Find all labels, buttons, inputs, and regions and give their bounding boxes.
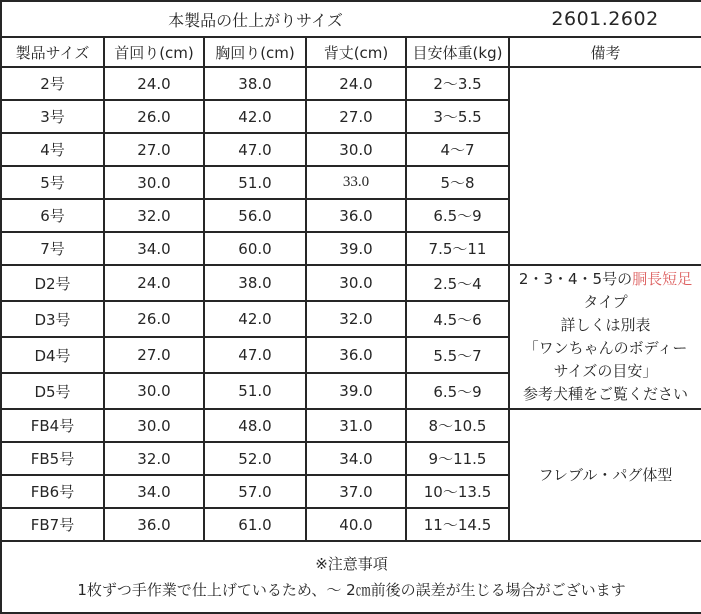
neck-cell: 30.0 xyxy=(104,373,204,409)
chest-cell: 51.0 xyxy=(204,166,306,199)
chest-cell: 51.0 xyxy=(204,373,306,409)
chest-cell: 47.0 xyxy=(204,133,306,166)
back-cell: 27.0 xyxy=(306,100,406,133)
remark-line xyxy=(514,291,697,314)
weight-cell: 2～3.5 xyxy=(406,67,509,100)
neck-cell: 36.0 xyxy=(104,508,204,541)
remark-line xyxy=(514,314,697,337)
chest-cell: 60.0 xyxy=(204,232,306,265)
remark-line xyxy=(514,383,697,406)
size-cell: FB7号 xyxy=(1,508,104,541)
remark-line xyxy=(514,464,697,487)
neck-cell: 32.0 xyxy=(104,199,204,232)
size-cell: 7号 xyxy=(1,232,104,265)
size-cell: D4号 xyxy=(1,337,104,373)
chest-cell: 47.0 xyxy=(204,337,306,373)
chest-cell: 42.0 xyxy=(204,100,306,133)
neck-cell: 26.0 xyxy=(104,301,204,337)
weight-cell: 5～8 xyxy=(406,166,509,199)
size-cell: D2号 xyxy=(1,265,104,301)
size-cell: D3号 xyxy=(1,301,104,337)
highlight-text: 胴長短足 xyxy=(632,270,693,288)
back-cell: 37.0 xyxy=(306,475,406,508)
size-row-10 xyxy=(1,409,701,442)
size-cell: FB6号 xyxy=(1,475,104,508)
size-cell: 2号 xyxy=(1,67,104,100)
neck-cell: 24.0 xyxy=(104,265,204,301)
back-cell: 36.0 xyxy=(306,337,406,373)
back-cell: 40.0 xyxy=(306,508,406,541)
neck-cell: 24.0 xyxy=(104,67,204,100)
col-header-remarks: 備考 xyxy=(509,37,701,67)
chest-cell: 52.0 xyxy=(204,442,306,475)
back-cell: 39.0 xyxy=(306,232,406,265)
notes-cell xyxy=(1,541,701,613)
back-cell: 39.0 xyxy=(306,373,406,409)
weight-cell: 2.5～4 xyxy=(406,265,509,301)
weight-cell: 4.5～6 xyxy=(406,301,509,337)
back-cell: 34.0 xyxy=(306,442,406,475)
size-cell: 5号 xyxy=(1,166,104,199)
size-cell: 3号 xyxy=(1,100,104,133)
weight-cell: 11～14.5 xyxy=(406,508,509,541)
table-body xyxy=(1,67,701,541)
page-title: 本製品の仕上がりサイズ xyxy=(1,1,509,37)
col-header-weight: 目安体重(kg) xyxy=(406,37,509,67)
weight-cell: 5.5～7 xyxy=(406,337,509,373)
weight-cell: 8～10.5 xyxy=(406,409,509,442)
neck-cell: 27.0 xyxy=(104,133,204,166)
col-header-size: 製品サイズ xyxy=(1,37,104,67)
weight-cell: 6.5～9 xyxy=(406,199,509,232)
chest-cell: 38.0 xyxy=(204,265,306,301)
remark-text: 参考犬種をご覧ください xyxy=(523,385,689,403)
back-cell: 31.0 xyxy=(306,409,406,442)
weight-cell: 3～5.5 xyxy=(406,100,509,133)
weight-cell: 4～7 xyxy=(406,133,509,166)
notes-text: 1枚ずつ手作業で仕上げているため、～ 2㎝前後の誤差が生じる場合がございます xyxy=(77,581,626,599)
weight-cell: 9～11.5 xyxy=(406,442,509,475)
remarks-cell-d-type-note xyxy=(509,265,701,409)
table-head xyxy=(1,1,701,67)
size-cell: FB4号 xyxy=(1,409,104,442)
neck-cell: 32.0 xyxy=(104,442,204,475)
neck-cell: 34.0 xyxy=(104,475,204,508)
chest-cell: 42.0 xyxy=(204,301,306,337)
remark-text: サイズの目安」 xyxy=(553,362,658,380)
back-cell: 33.0 xyxy=(306,166,406,199)
size-cell: FB5号 xyxy=(1,442,104,475)
neck-cell: 30.0 xyxy=(104,409,204,442)
remark-text: 「ワンちゃんのボディー xyxy=(523,339,688,357)
chest-cell: 56.0 xyxy=(204,199,306,232)
weight-cell: 6.5～9 xyxy=(406,373,509,409)
size-row-6 xyxy=(1,265,701,301)
neck-cell: 26.0 xyxy=(104,100,204,133)
weight-cell: 10～13.5 xyxy=(406,475,509,508)
column-header-row xyxy=(1,37,701,67)
remarks-cell-fb-type-note xyxy=(509,409,701,541)
notes-row xyxy=(1,541,701,613)
remark-text: フレブル・パグ体型 xyxy=(538,465,673,484)
weight-cell: 7.5～11 xyxy=(406,232,509,265)
back-cell: 30.0 xyxy=(306,265,406,301)
size-cell: 6号 xyxy=(1,199,104,232)
back-cell: 24.0 xyxy=(306,67,406,100)
chest-cell: 48.0 xyxy=(204,409,306,442)
neck-cell: 30.0 xyxy=(104,166,204,199)
size-cell: D5号 xyxy=(1,373,104,409)
remark-text: 詳しくは別表 xyxy=(560,316,651,334)
notes-heading: ※注意事項 xyxy=(315,555,388,573)
table-foot xyxy=(1,541,701,613)
size-row-0 xyxy=(1,67,701,100)
col-header-neck: 首回り(cm) xyxy=(104,37,204,67)
back-cell: 36.0 xyxy=(306,199,406,232)
remark-text: 2・3・4・5号の xyxy=(518,270,633,288)
title-row xyxy=(1,1,701,37)
chest-cell: 57.0 xyxy=(204,475,306,508)
back-cell: 32.0 xyxy=(306,301,406,337)
product-code: 2601.2602 xyxy=(509,1,701,37)
size-cell: 4号 xyxy=(1,133,104,166)
chest-cell: 61.0 xyxy=(204,508,306,541)
chest-cell: 38.0 xyxy=(204,67,306,100)
col-header-chest: 胸回り(cm) xyxy=(204,37,306,67)
neck-cell: 27.0 xyxy=(104,337,204,373)
remark-line xyxy=(514,268,697,291)
remark-line xyxy=(514,360,697,383)
col-header-back: 背丈(cm) xyxy=(306,37,406,67)
neck-cell: 34.0 xyxy=(104,232,204,265)
remark-text: タイプ xyxy=(583,293,628,311)
remark-line xyxy=(514,337,697,360)
remarks-cell-blank xyxy=(509,67,701,265)
back-cell: 30.0 xyxy=(306,133,406,166)
